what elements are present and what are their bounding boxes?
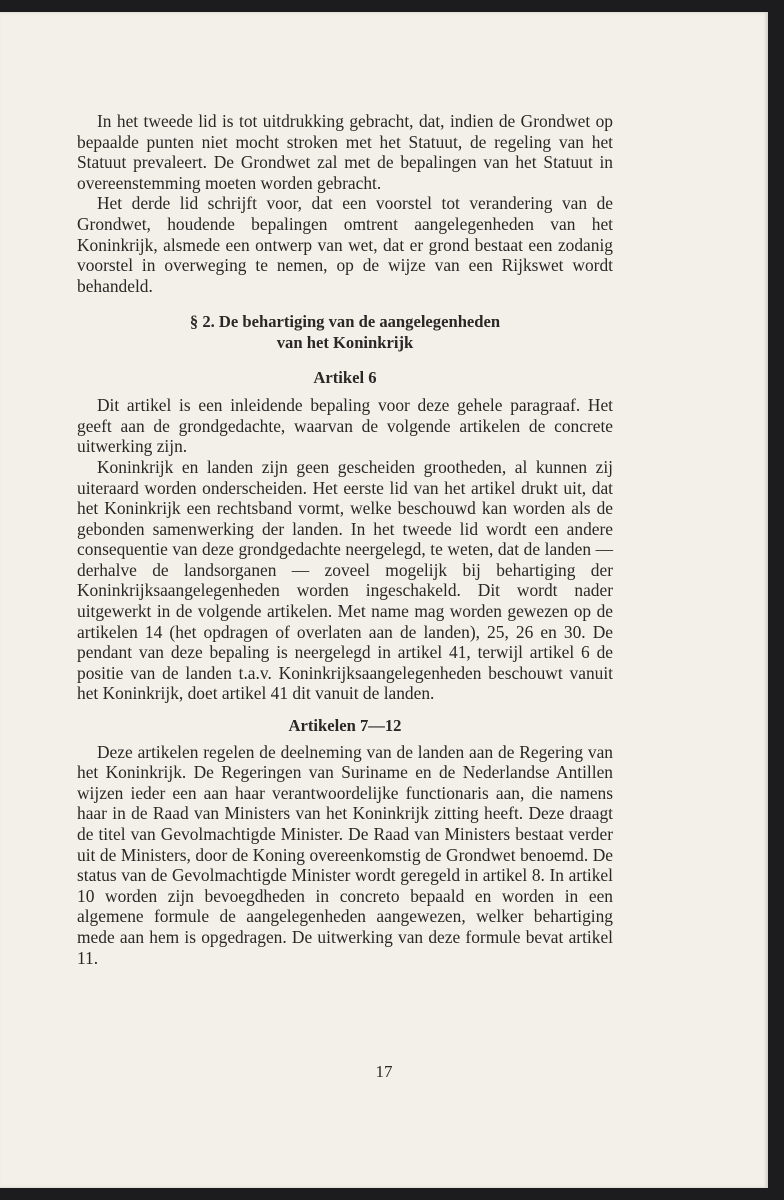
article-heading: Artikel 6	[313, 367, 377, 387]
paragraph: Het derde lid schrijft voor, dat een voorstel tot verandering van de Grondwet, houdende bepalingen omtrent aangelegenheden van het Koninkrijk, alsmede een ontwerp van wet, dat er grond bestaat een zodanig voorstel in overweging te nemen, op de wijze van een Rijkswet wordt behandeld.	[77, 193, 613, 296]
body-text	[77, 111, 613, 968]
paragraph: Dit artikel is een inleidende bepaling voor deze gehele paragraaf. Het geeft aan de grondgedachte, waarvan de volgende artikelen de concrete uitwerking zijn.	[77, 395, 613, 457]
paragraph: Deze artikelen regelen de deelneming van de landen aan de Regering van het Koninkrijk. De Regeringen van Suriname en de Nederlandse Antillen wijzen ieder een aan haar verantwoordelijke functionaris aan, die namens haar in de Raad van Ministers van het Koninkrijk zitting heeft. Deze draagt de titel van Gevolmachtigde Minister. De Raad van Ministers bestaat verder uit de Ministers, door de Koning overeenkomstig de Grondwet benoemd. De status van de Gevolmachtigde Minister wordt geregeld in artikel 8. In artikel 10 worden zijn bevoegdheden in concreto bepaald en worden in een algemene formule de aangelegenheden aangewezen, welker behartiging mede aan hem is opgedragen. De uitwerking van deze formule bevat artikel 11.	[77, 741, 613, 968]
article-heading: Artikelen 7—12	[288, 716, 402, 736]
document-page	[0, 12, 768, 1188]
page-number: 17	[375, 1062, 393, 1081]
section-heading-line-2: van het Koninkrijk	[276, 332, 414, 352]
paragraph: Koninkrijk en landen zijn geen gescheiden grootheden, al kunnen zij uiteraard worden onderscheiden. Het eerste lid van het artikel drukt uit, dat het Koninkrijk een rechtsband vormt, welke beschouwd kan worden als de gebonden samenwerking der landen. In het tweede lid wordt een andere consequentie van deze grondgedachte neergelegd, te weten, dat de landen — derhalve de landsorganen — zoveel mogelijk bij behartiging der Koninkrijksaangelegenheden worden ingeschakeld. Dit wordt nader uitgewerkt in de volgende artikelen. Met name mag worden gewezen op de artikelen 14 (het opdragen of overlaten aan de landen), 25, 26 en 30. De pendant van deze bepaling is neergelegd in artikel 41, terwijl artikel 6 de positie van de landen t.a.v. Koninkrijksaangelegenheden beschouwt vanuit het Koninkrijk, doet artikel 41 dit vanuit de landen.	[77, 456, 613, 704]
section-heading-line-1: § 2. De behartiging van de aangelegenheden	[189, 312, 501, 332]
paragraph: In het tweede lid is tot uitdrukking gebracht, dat, indien de Grondwet op bepaalde punten niet mocht stroken met het Statuut, de regeling van het Statuut prevaleert. De Grondwet zal met de bepalingen van het Statuut in overeenstemming moeten worden gebracht.	[77, 111, 613, 193]
